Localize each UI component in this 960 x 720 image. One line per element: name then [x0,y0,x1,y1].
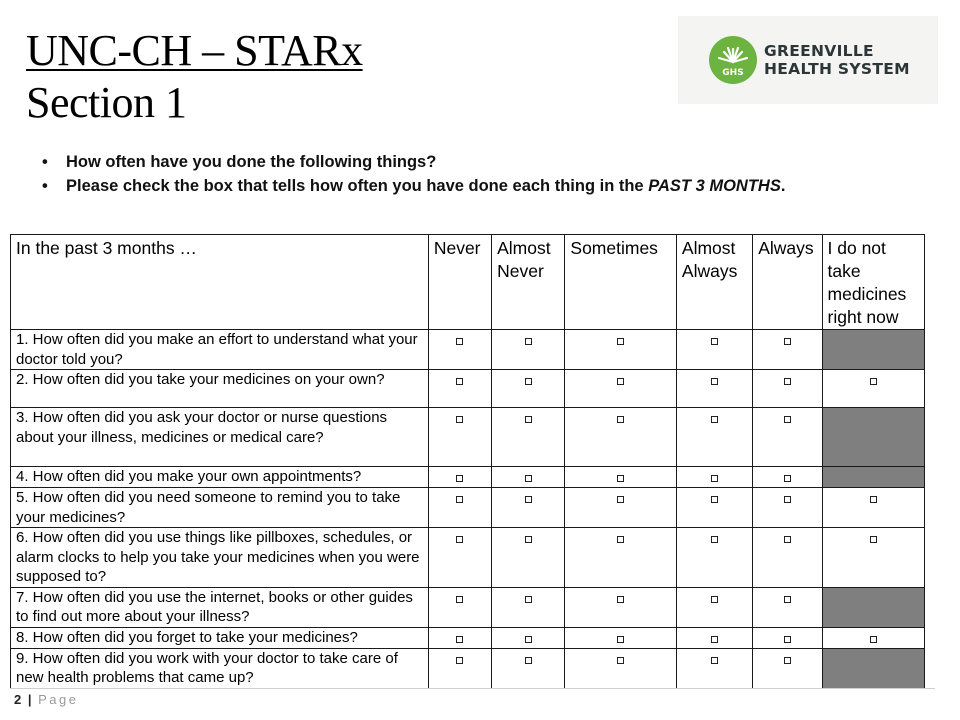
table-row [11,648,925,688]
checkbox-almost-always[interactable] [711,338,718,345]
question-text: 8. How often did you forget to take your medicines? [11,627,429,648]
logo-line-2: HEALTH SYSTEM [764,60,910,78]
checkbox-almost-always[interactable] [711,636,718,643]
checkbox-almost-always[interactable] [711,536,718,543]
cell-almost-never [492,488,565,528]
instructions-list [40,150,785,198]
cell-almost-never [492,408,565,467]
checkbox-almost-always[interactable] [711,596,718,603]
cell-almost-never [492,528,565,588]
checkbox-almost-always[interactable] [711,496,718,503]
checkbox-almost-never[interactable] [525,657,532,664]
cell-almost-never [492,627,565,648]
cell-never [428,488,491,528]
title-line-1: UNC-CH – STARx [26,26,363,75]
cell-sometimes [565,370,676,408]
checkbox-never[interactable] [456,496,463,503]
cell-never [428,408,491,467]
checkbox-almost-always[interactable] [711,378,718,385]
checkbox-almost-never[interactable] [525,536,532,543]
page-footer [14,692,79,707]
checkbox-no-medicines[interactable] [870,496,877,503]
table-row [11,488,925,528]
cell-sometimes [565,528,676,588]
cell-almost-always [676,467,752,488]
cell-never [428,467,491,488]
footer-divider [10,688,935,689]
cell-always [753,408,822,467]
question-text: 5. How often did you need someone to remind you to take your medicines? [11,488,429,528]
cell-sometimes [565,330,676,370]
question-text: 4. How often did you make your own appointments? [11,467,429,488]
cell-no-medicines [822,370,924,408]
survey-table [10,234,925,689]
checkbox-sometimes[interactable] [617,496,624,503]
table-row [11,330,925,370]
checkbox-almost-never[interactable] [525,338,532,345]
checkbox-almost-never[interactable] [525,378,532,385]
instruction-2-end: . [780,177,786,195]
cell-no-medicines [822,408,924,467]
header-almost-never: Almost Never [492,235,565,330]
checkbox-never[interactable] [456,378,463,385]
instruction-2 [40,174,785,198]
cell-no-medicines [822,648,924,688]
cell-almost-always [676,627,752,648]
checkbox-always[interactable] [784,475,791,482]
checkbox-sometimes[interactable] [617,536,624,543]
header-row [11,235,925,330]
cell-almost-never [492,330,565,370]
checkbox-always[interactable] [784,416,791,423]
cell-sometimes [565,467,676,488]
checkbox-almost-never[interactable] [525,496,532,503]
checkbox-almost-never[interactable] [525,416,532,423]
survey-body [11,330,925,689]
question-text: 7. How often did you use the internet, books or other guides to find out more about your illness? [11,587,429,627]
instruction-2-text: Please check the box that tells how often you have done each thing in the [66,177,649,195]
table-row [11,528,925,588]
header-sometimes: Sometimes [565,235,676,330]
table-row [11,467,925,488]
cell-no-medicines [822,627,924,648]
checkbox-always[interactable] [784,657,791,664]
checkbox-almost-never[interactable] [525,636,532,643]
ghs-logo [678,16,938,104]
cell-always [753,467,822,488]
cell-almost-never [492,648,565,688]
cell-never [428,648,491,688]
cell-no-medicines [822,528,924,588]
checkbox-always[interactable] [784,338,791,345]
page-separator: | [27,692,33,707]
table-row [11,408,925,467]
page-title [26,28,363,126]
table-row [11,587,925,627]
palm-emblem-icon [708,35,758,85]
cell-no-medicines [822,587,924,627]
question-text: 1. How often did you make an effort to understand what your doctor told you? [11,330,429,370]
instruction-1: • How often have you done the following things? [40,150,785,174]
cell-almost-always [676,528,752,588]
checkbox-always[interactable] [784,378,791,385]
cell-always [753,587,822,627]
checkbox-never[interactable] [456,338,463,345]
cell-sometimes [565,627,676,648]
cell-never [428,587,491,627]
cell-never [428,627,491,648]
cell-no-medicines [822,488,924,528]
checkbox-never[interactable] [456,596,463,603]
cell-sometimes [565,587,676,627]
cell-almost-always [676,587,752,627]
header-always: Always [753,235,822,330]
checkbox-sometimes[interactable] [617,636,624,643]
question-text: 3. How often did you ask your doctor or nurse questions about your illness, medicines or medical care? [11,408,429,467]
header-almost-always: Almost Always [676,235,752,330]
cell-almost-always [676,370,752,408]
checkbox-almost-always[interactable] [711,657,718,664]
checkbox-always[interactable] [784,596,791,603]
cell-almost-always [676,488,752,528]
cell-always [753,488,822,528]
checkbox-sometimes[interactable] [617,596,624,603]
cell-never [428,528,491,588]
checkbox-no-medicines[interactable] [870,536,877,543]
checkbox-almost-never[interactable] [525,596,532,603]
logo-emblem-text: GHS [722,68,744,78]
page-label: Page [38,692,79,707]
checkbox-sometimes[interactable] [617,475,624,482]
table-row [11,627,925,648]
logo-line-1: GREENVILLE [764,42,874,60]
checkbox-never[interactable] [456,536,463,543]
checkbox-no-medicines[interactable] [870,636,877,643]
cell-always [753,330,822,370]
question-text: 6. How often did you use things like pillboxes, schedules, or alarm clocks to help you take your medicines when you were supposed to? [11,528,429,588]
checkbox-never[interactable] [456,475,463,482]
logo-wordmark [764,42,910,78]
cell-sometimes [565,648,676,688]
cell-no-medicines [822,330,924,370]
header-no-medicines: I do not take medicines right now [822,235,924,330]
table-row [11,370,925,408]
checkbox-almost-never[interactable] [525,475,532,482]
cell-always [753,370,822,408]
title-line-2: Section 1 [26,78,187,127]
checkbox-never[interactable] [456,416,463,423]
checkbox-never[interactable] [456,636,463,643]
cell-sometimes [565,488,676,528]
cell-almost-always [676,330,752,370]
checkbox-always[interactable] [784,636,791,643]
header-question: In the past 3 months … [11,235,429,330]
checkbox-almost-always[interactable] [711,475,718,482]
instruction-2-emphasis: PAST 3 MONTHS [648,177,781,195]
cell-almost-never [492,370,565,408]
checkbox-sometimes[interactable] [617,657,624,664]
cell-always [753,627,822,648]
checkbox-almost-always[interactable] [711,416,718,423]
header-never: Never [428,235,491,330]
cell-almost-never [492,587,565,627]
checkbox-never[interactable] [456,657,463,664]
cell-sometimes [565,408,676,467]
cell-never [428,330,491,370]
checkbox-sometimes[interactable] [617,378,624,385]
checkbox-always[interactable] [784,536,791,543]
cell-always [753,528,822,588]
question-text: 2. How often did you take your medicines on your own? [11,370,429,408]
checkbox-always[interactable] [784,496,791,503]
checkbox-no-medicines[interactable] [870,378,877,385]
checkbox-sometimes[interactable] [617,338,624,345]
cell-always [753,648,822,688]
cell-almost-never [492,467,565,488]
checkbox-sometimes[interactable] [617,416,624,423]
cell-almost-always [676,648,752,688]
cell-almost-always [676,408,752,467]
page-number: 2 [14,692,23,707]
cell-never [428,370,491,408]
question-text: 9. How often did you work with your doctor to take care of new health problems that came up? [11,648,429,688]
cell-no-medicines [822,467,924,488]
